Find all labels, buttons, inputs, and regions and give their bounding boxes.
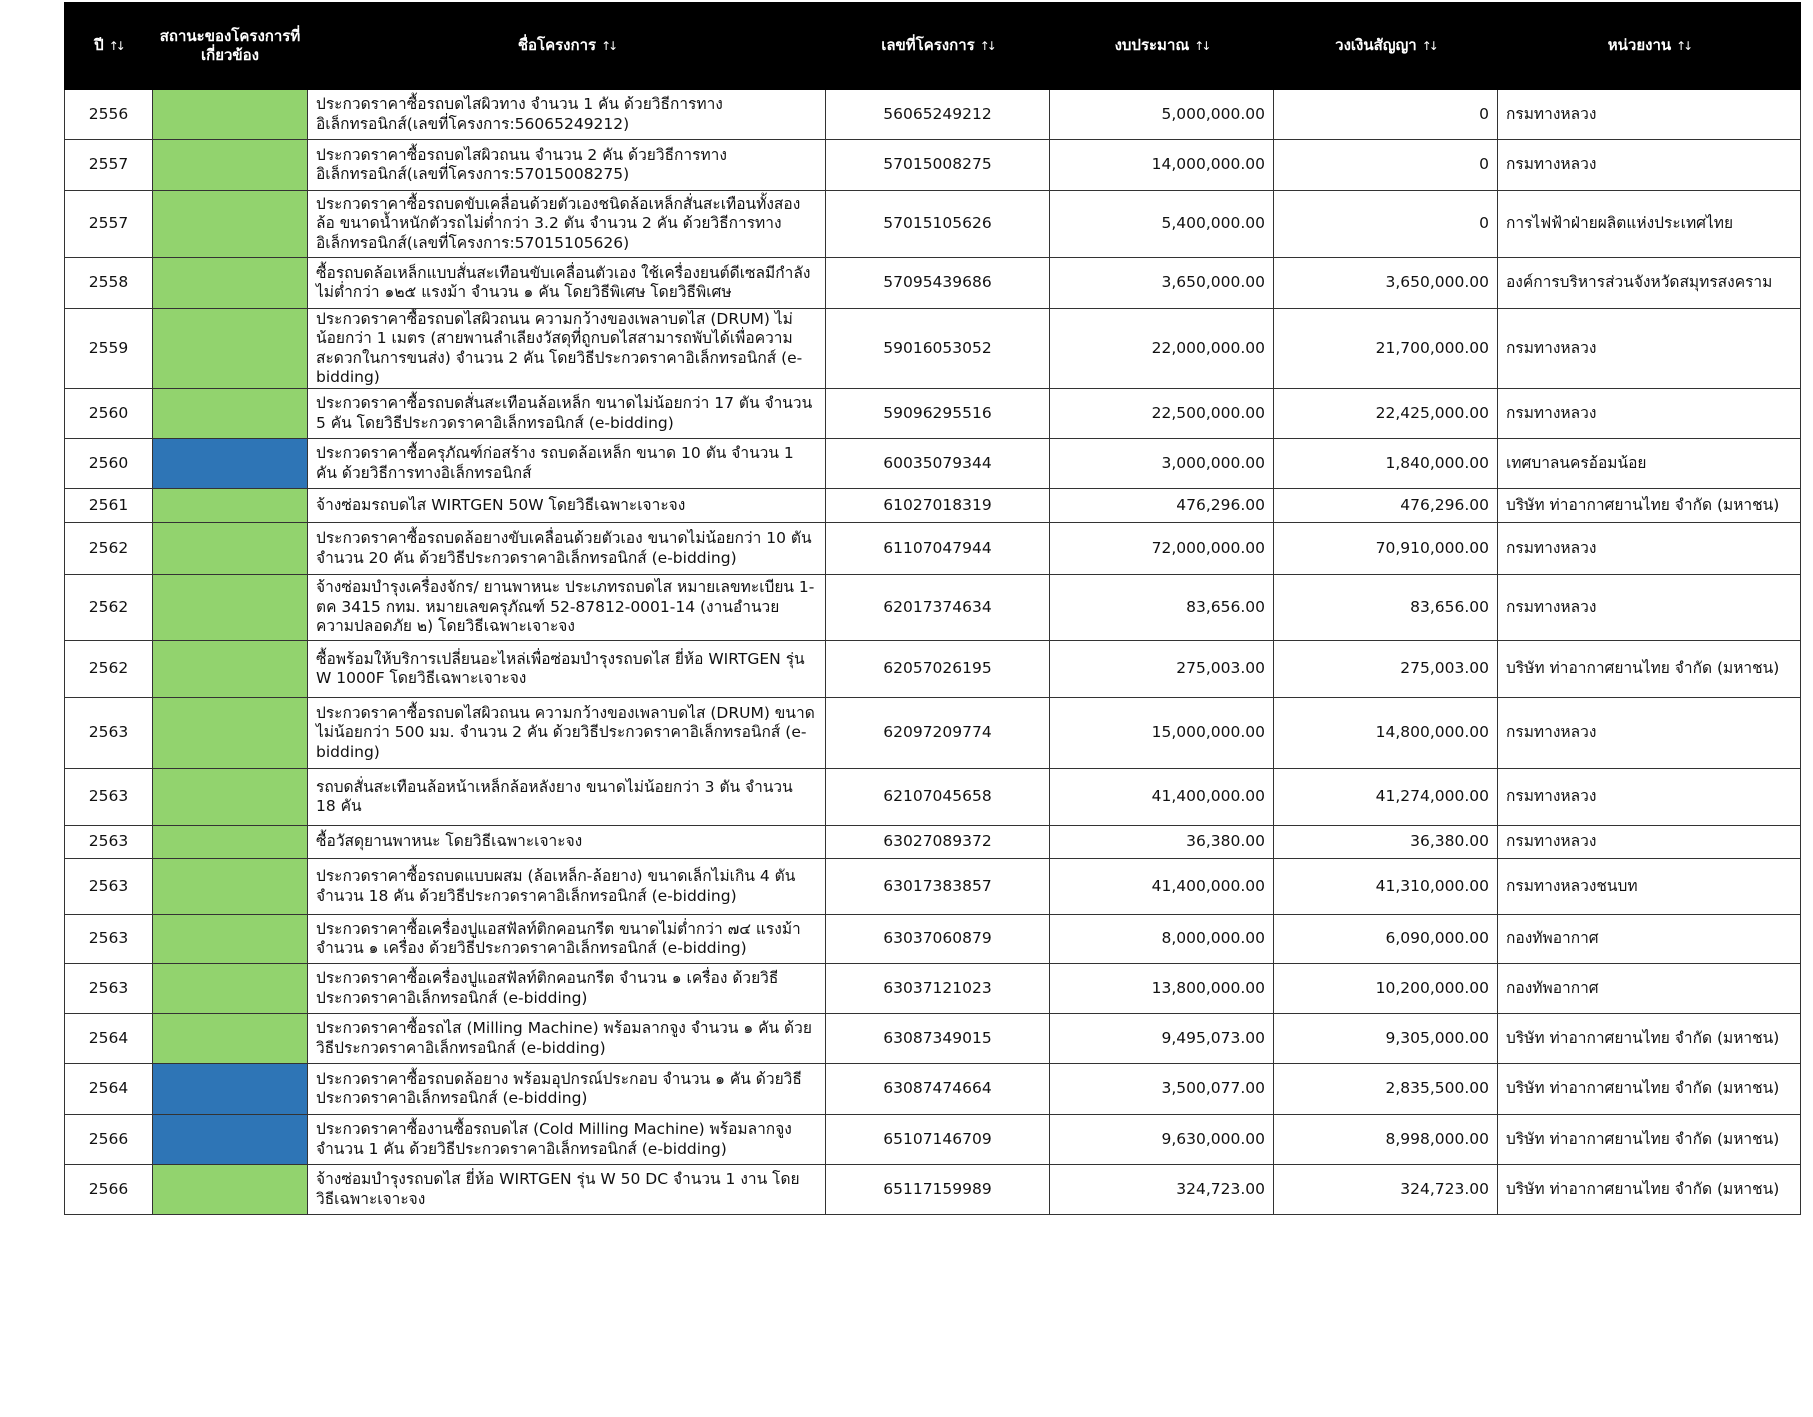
cell-contract: 275,003.00: [1274, 641, 1498, 698]
cell-year: 2562: [65, 523, 153, 575]
table-row[interactable]: [65, 964, 1801, 1014]
cell-budget: 476,296.00: [1050, 489, 1274, 523]
table-row[interactable]: [65, 439, 1801, 489]
cell-year: 2563: [65, 964, 153, 1014]
table-row[interactable]: [65, 859, 1801, 915]
cell-contract: 0: [1274, 191, 1498, 258]
cell-budget: 22,000,000.00: [1050, 309, 1274, 389]
cell-agency: กองทัพอากาศ: [1498, 915, 1801, 964]
cell-project_no: 56065249212: [826, 90, 1050, 140]
cell-name: ประกวดราคาซื้อรถไส (Milling Machine) พร้อมลากจูง จำนวน ๑ คัน ด้วยวิธีประกวดราคาอิเล็กทรอนิกส์ (e-bidding): [308, 1014, 826, 1064]
status-cell-blue: [153, 1115, 308, 1165]
cell-contract: 0: [1274, 90, 1498, 140]
table-row[interactable]: [65, 826, 1801, 859]
cell-year: 2556: [65, 90, 153, 140]
cell-year: 2563: [65, 698, 153, 769]
cell-project_no: 63017383857: [826, 859, 1050, 915]
cell-budget: 13,800,000.00: [1050, 964, 1274, 1014]
sort-arrows-icon[interactable]: ↑↓: [1421, 39, 1436, 53]
cell-agency: บริษัท ท่าอากาศยานไทย จำกัด (มหาชน): [1498, 1064, 1801, 1115]
column-header-year[interactable]: [65, 3, 153, 90]
table-row[interactable]: [65, 191, 1801, 258]
cell-budget: 9,630,000.00: [1050, 1115, 1274, 1165]
cell-year: 2563: [65, 826, 153, 859]
cell-project_no: 63037121023: [826, 964, 1050, 1014]
cell-agency: กองทัพอากาศ: [1498, 964, 1801, 1014]
cell-project_no: 62057026195: [826, 641, 1050, 698]
cell-year: 2559: [65, 309, 153, 389]
cell-project_no: 65117159989: [826, 1165, 1050, 1215]
cell-agency: กรมทางหลวง: [1498, 309, 1801, 389]
cell-contract: 21,700,000.00: [1274, 309, 1498, 389]
cell-year: 2563: [65, 859, 153, 915]
table-row[interactable]: [65, 1014, 1801, 1064]
status-cell-green: [153, 769, 308, 826]
cell-budget: 15,000,000.00: [1050, 698, 1274, 769]
procurement-table: [64, 2, 1801, 1215]
sort-arrows-icon[interactable]: ↑↓: [108, 39, 123, 53]
cell-contract: 10,200,000.00: [1274, 964, 1498, 1014]
column-header-budget[interactable]: [1050, 3, 1274, 90]
table-row[interactable]: [65, 489, 1801, 523]
cell-contract: 70,910,000.00: [1274, 523, 1498, 575]
cell-year: 2557: [65, 140, 153, 191]
cell-year: 2560: [65, 439, 153, 489]
table-header-row: [65, 3, 1801, 90]
table-row[interactable]: [65, 258, 1801, 309]
column-header-label: หน่วยงาน: [1607, 36, 1672, 54]
cell-name: ประกวดราคาซื้อรถบดไสผิวถนน ความกว้างของเพลาบดไส (DRUM) ขนาดไม่น้อยกว่า 500 มม. จำนวน 2 คัน ด้วยวิธีประกวดราคาอิเล็กทรอนิกส์ (e-bidding): [308, 698, 826, 769]
cell-contract: 1,840,000.00: [1274, 439, 1498, 489]
status-cell-green: [153, 389, 308, 439]
cell-contract: 9,305,000.00: [1274, 1014, 1498, 1064]
cell-year: 2564: [65, 1014, 153, 1064]
cell-project_no: 59016053052: [826, 309, 1050, 389]
cell-budget: 275,003.00: [1050, 641, 1274, 698]
cell-year: 2566: [65, 1115, 153, 1165]
cell-name: ประกวดราคาซื้อรถบดสั่นสะเทือนล้อเหล็ก ขนาดไม่น้อยกว่า 17 ตัน จำนวน 5 คัน โดยวิธีประกวดราคาอิเล็กทรอนิกส์ (e-bidding): [308, 389, 826, 439]
table-body: [65, 90, 1801, 1215]
cell-name: ประกวดราคาซื้อรถบดล้อยาง พร้อมอุปกรณ์ประกอบ จำนวน ๑ คัน ด้วยวิธีประกวดราคาอิเล็กทรอนิกส์ (e-bidding): [308, 1064, 826, 1115]
table-row[interactable]: [65, 523, 1801, 575]
cell-agency: กรมทางหลวง: [1498, 523, 1801, 575]
cell-name: จ้างซ่อมบำรุงเครื่องจักร/ ยานพาหนะ ประเภทรถบดไส หมายเลขทะเบียน 1-ตค 3415 กทม. หมายเลขครุภัณฑ์ 52-87812-0001-14 (งานอำนวยความปลอดภัย ๒) โดยวิธีเฉพาะเจาะจง: [308, 575, 826, 641]
cell-agency: กรมทางหลวง: [1498, 140, 1801, 191]
cell-budget: 14,000,000.00: [1050, 140, 1274, 191]
cell-agency: กรมทางหลวง: [1498, 90, 1801, 140]
cell-name: ประกวดราคาซื้อครุภัณฑ์ก่อสร้าง รถบดล้อเหล็ก ขนาด 10 ตัน จำนวน 1 คัน ด้วยวิธีการทางอิเล็กทรอนิกส์: [308, 439, 826, 489]
cell-budget: 3,650,000.00: [1050, 258, 1274, 309]
table-row[interactable]: [65, 641, 1801, 698]
cell-name: รถบดสั่นสะเทือนล้อหน้าเหล็กล้อหลังยาง ขนาดไม่น้อยกว่า 3 ตัน จำนวน 18 คัน: [308, 769, 826, 826]
cell-year: 2564: [65, 1064, 153, 1115]
cell-name: ประกวดราคาซื้อรถบดไสผิวทาง จำนวน 1 คัน ด้วยวิธีการทางอิเล็กทรอนิกส์(เลขที่โครงการ:56065249212): [308, 90, 826, 140]
sort-arrows-icon[interactable]: ↑↓: [1676, 39, 1691, 53]
cell-budget: 9,495,073.00: [1050, 1014, 1274, 1064]
cell-name: ซื้อรถบดล้อเหล็กแบบสั่นสะเทือนขับเคลื่อนตัวเอง ใช้เครื่องยนต์ดีเซลมีกำลังไม่ต่ำกว่า ๑๒๕ แรงม้า จำนวน ๑ คัน โดยวิธีพิเศษ โดยวิธีพิเศษ: [308, 258, 826, 309]
table-row[interactable]: [65, 915, 1801, 964]
cell-name: ประกวดราคาซื้อเครื่องปูแอสฟัลท์ติกคอนกรีต จำนวน ๑ เครื่อง ด้วยวิธีประกวดราคาอิเล็กทรอนิกส์ (e-bidding): [308, 964, 826, 1014]
status-cell-green: [153, 698, 308, 769]
cell-budget: 8,000,000.00: [1050, 915, 1274, 964]
cell-agency: บริษัท ท่าอากาศยานไทย จำกัด (มหาชน): [1498, 1115, 1801, 1165]
cell-contract: 83,656.00: [1274, 575, 1498, 641]
column-header-label: ชื่อโครงการ: [517, 36, 597, 54]
cell-name: ประกวดราคาซื้อรถบดไสผิวถนน ความกว้างของเพลาบดไส (DRUM) ไม่น้อยกว่า 1 เมตร (สายพานลำเลียงวัสดุที่ถูกบดไสสามารถพับได้เพื่อความสะดวกในการขนส่ง) จำนวน 2 คัน โดยวิธีประกวดราคาอิเล็กทรอนิกส์ (e-bidding): [308, 309, 826, 389]
cell-agency: บริษัท ท่าอากาศยานไทย จำกัด (มหาชน): [1498, 1165, 1801, 1215]
status-cell-green: [153, 90, 308, 140]
cell-name: จ้างซ่อมบำรุงรถบดไส ยี่ห้อ WIRTGEN รุ่น W 50 DC จำนวน 1 งาน โดยวิธีเฉพาะเจาะจง: [308, 1165, 826, 1215]
cell-contract: 476,296.00: [1274, 489, 1498, 523]
cell-project_no: 59096295516: [826, 389, 1050, 439]
cell-project_no: 61107047944: [826, 523, 1050, 575]
cell-project_no: 62107045658: [826, 769, 1050, 826]
cell-year: 2566: [65, 1165, 153, 1215]
cell-agency: การไฟฟ้าฝ่ายผลิตแห่งประเทศไทย: [1498, 191, 1801, 258]
status-cell-green: [153, 523, 308, 575]
cell-budget: 22,500,000.00: [1050, 389, 1274, 439]
cell-name: ประกวดราคาซื้อรถบดแบบผสม (ล้อเหล็ก-ล้อยาง) ขนาดเล็กไม่เกิน 4 ตัน จำนวน 18 คัน ด้วยวิธีประกวดราคาอิเล็กทรอนิกส์ (e-bidding): [308, 859, 826, 915]
cell-agency: กรมทางหลวง: [1498, 769, 1801, 826]
column-header-agency[interactable]: [1498, 3, 1801, 90]
status-cell-green: [153, 140, 308, 191]
cell-name: ซื้อพร้อมให้บริการเปลี่ยนอะไหล่เพื่อซ่อมบำรุงรถบดไส ยี่ห้อ WIRTGEN รุ่น W 1000F โดยวิธีเฉพาะเจาะจง: [308, 641, 826, 698]
cell-agency: กรมทางหลวง: [1498, 575, 1801, 641]
cell-name: ประกวดราคาซื้อเครื่องปูแอสฟัลท์ติกคอนกรีต ขนาดไม่ต่ำกว่า ๗๔ แรงม้า จำนวน ๑ เครื่อง ด้วยวิธีประกวดราคาอิเล็กทรอนิกส์ (e-bidding): [308, 915, 826, 964]
cell-agency: บริษัท ท่าอากาศยานไทย จำกัด (มหาชน): [1498, 489, 1801, 523]
cell-budget: 41,400,000.00: [1050, 859, 1274, 915]
cell-contract: 8,998,000.00: [1274, 1115, 1498, 1165]
cell-project_no: 65107146709: [826, 1115, 1050, 1165]
cell-project_no: 57095439686: [826, 258, 1050, 309]
cell-contract: 14,800,000.00: [1274, 698, 1498, 769]
cell-project_no: 60035079344: [826, 439, 1050, 489]
cell-budget: 72,000,000.00: [1050, 523, 1274, 575]
cell-year: 2562: [65, 575, 153, 641]
cell-contract: 324,723.00: [1274, 1165, 1498, 1215]
status-cell-green: [153, 641, 308, 698]
cell-year: 2563: [65, 915, 153, 964]
sort-arrows-icon[interactable]: ↑↓: [1194, 39, 1209, 53]
cell-contract: 6,090,000.00: [1274, 915, 1498, 964]
table-row[interactable]: [65, 575, 1801, 641]
cell-agency: บริษัท ท่าอากาศยานไทย จำกัด (มหาชน): [1498, 1014, 1801, 1064]
status-cell-green: [153, 964, 308, 1014]
cell-budget: 324,723.00: [1050, 1165, 1274, 1215]
status-cell-blue: [153, 439, 308, 489]
sort-arrows-icon[interactable]: ↑↓: [979, 39, 994, 53]
cell-agency: กรมทางหลวง: [1498, 826, 1801, 859]
cell-project_no: 57015008275: [826, 140, 1050, 191]
cell-project_no: 63037060879: [826, 915, 1050, 964]
status-cell-green: [153, 915, 308, 964]
cell-contract: 0: [1274, 140, 1498, 191]
column-header-name[interactable]: [308, 3, 826, 90]
cell-contract: 41,310,000.00: [1274, 859, 1498, 915]
cell-name: ประกวดราคาซื้องานซื้อรถบดไส (Cold Milling Machine) พร้อมลากจูง จำนวน 1 คัน ด้วยวิธีประกวดราคาอิเล็กทรอนิกส์ (e-bidding): [308, 1115, 826, 1165]
cell-name: จ้างซ่อมรถบดไส WIRTGEN 50W โดยวิธีเฉพาะเจาะจง: [308, 489, 826, 523]
cell-budget: 41,400,000.00: [1050, 769, 1274, 826]
cell-agency: บริษัท ท่าอากาศยานไทย จำกัด (มหาชน): [1498, 641, 1801, 698]
cell-contract: 41,274,000.00: [1274, 769, 1498, 826]
cell-project_no: 63087474664: [826, 1064, 1050, 1115]
cell-name: ซื้อวัสดุยานพาหนะ โดยวิธีเฉพาะเจาะจง: [308, 826, 826, 859]
status-cell-green: [153, 309, 308, 389]
status-cell-green: [153, 191, 308, 258]
status-cell-green: [153, 1014, 308, 1064]
cell-year: 2560: [65, 389, 153, 439]
status-cell-blue: [153, 1064, 308, 1115]
cell-budget: 3,500,077.00: [1050, 1064, 1274, 1115]
cell-project_no: 62017374634: [826, 575, 1050, 641]
cell-budget: 83,656.00: [1050, 575, 1274, 641]
cell-year: 2563: [65, 769, 153, 826]
cell-year: 2558: [65, 258, 153, 309]
cell-name: ประกวดราคาซื้อรถบดไสผิวถนน จำนวน 2 คัน ด้วยวิธีการทางอิเล็กทรอนิกส์(เลขที่โครงการ:57015008275): [308, 140, 826, 191]
cell-contract: 22,425,000.00: [1274, 389, 1498, 439]
cell-budget: 5,000,000.00: [1050, 90, 1274, 140]
cell-contract: 3,650,000.00: [1274, 258, 1498, 309]
column-header-label: วงเงินสัญญา: [1335, 36, 1417, 54]
table-row[interactable]: [65, 90, 1801, 140]
column-header-label: เลขที่โครงการ: [881, 36, 975, 54]
table-row[interactable]: [65, 1165, 1801, 1215]
cell-agency: กรมทางหลวง: [1498, 389, 1801, 439]
column-header-project_no[interactable]: [826, 3, 1050, 90]
table-row[interactable]: [65, 309, 1801, 389]
table-row[interactable]: [65, 769, 1801, 826]
cell-year: 2561: [65, 489, 153, 523]
table-row[interactable]: [65, 1064, 1801, 1115]
cell-name: ประกวดราคาซื้อรถบดล้อยางขับเคลื่อนด้วยตัวเอง ขนาดไม่น้อยกว่า 10 ตัน จำนวน 20 คัน ด้วยวิธีประกวดราคาอิเล็กทรอนิกส์ (e-bidding): [308, 523, 826, 575]
cell-project_no: 62097209774: [826, 698, 1050, 769]
table-row[interactable]: [65, 389, 1801, 439]
column-header-label: ปี: [94, 36, 104, 54]
status-cell-green: [153, 1165, 308, 1215]
cell-contract: 2,835,500.00: [1274, 1064, 1498, 1115]
sort-arrows-icon[interactable]: ↑↓: [601, 39, 616, 53]
cell-year: 2562: [65, 641, 153, 698]
table-row[interactable]: [65, 1115, 1801, 1165]
cell-project_no: 63027089372: [826, 826, 1050, 859]
cell-agency: เทศบาลนครอ้อมน้อย: [1498, 439, 1801, 489]
cell-name: ประกวดราคาซื้อรถบดขับเคลื่อนด้วยตัวเองชนิดล้อเหล็กสั่นสะเทือนทั้งสองล้อ ขนาดน้ำหนักตัวรถไม่ต่ำกว่า 3.2 ตัน จำนวน 2 คัน ด้วยวิธีการทางอิเล็กทรอนิกส์(เลขที่โครงการ:57015105626): [308, 191, 826, 258]
column-header-label: งบประมาณ: [1114, 36, 1190, 54]
cell-project_no: 63087349015: [826, 1014, 1050, 1064]
status-cell-green: [153, 489, 308, 523]
cell-budget: 36,380.00: [1050, 826, 1274, 859]
column-header-label: สถานะของโครงการที่เกี่ยวข้อง: [159, 27, 301, 64]
cell-contract: 36,380.00: [1274, 826, 1498, 859]
status-cell-green: [153, 575, 308, 641]
cell-project_no: 61027018319: [826, 489, 1050, 523]
cell-budget: 3,000,000.00: [1050, 439, 1274, 489]
table-row[interactable]: [65, 140, 1801, 191]
cell-year: 2557: [65, 191, 153, 258]
status-cell-green: [153, 859, 308, 915]
table-row[interactable]: [65, 698, 1801, 769]
cell-project_no: 57015105626: [826, 191, 1050, 258]
column-header-status: [153, 3, 308, 90]
status-cell-green: [153, 258, 308, 309]
status-cell-green: [153, 826, 308, 859]
cell-agency: กรมทางหลวงชนบท: [1498, 859, 1801, 915]
cell-agency: องค์การบริหารส่วนจังหวัดสมุทรสงคราม: [1498, 258, 1801, 309]
cell-budget: 5,400,000.00: [1050, 191, 1274, 258]
cell-agency: กรมทางหลวง: [1498, 698, 1801, 769]
column-header-contract[interactable]: [1274, 3, 1498, 90]
